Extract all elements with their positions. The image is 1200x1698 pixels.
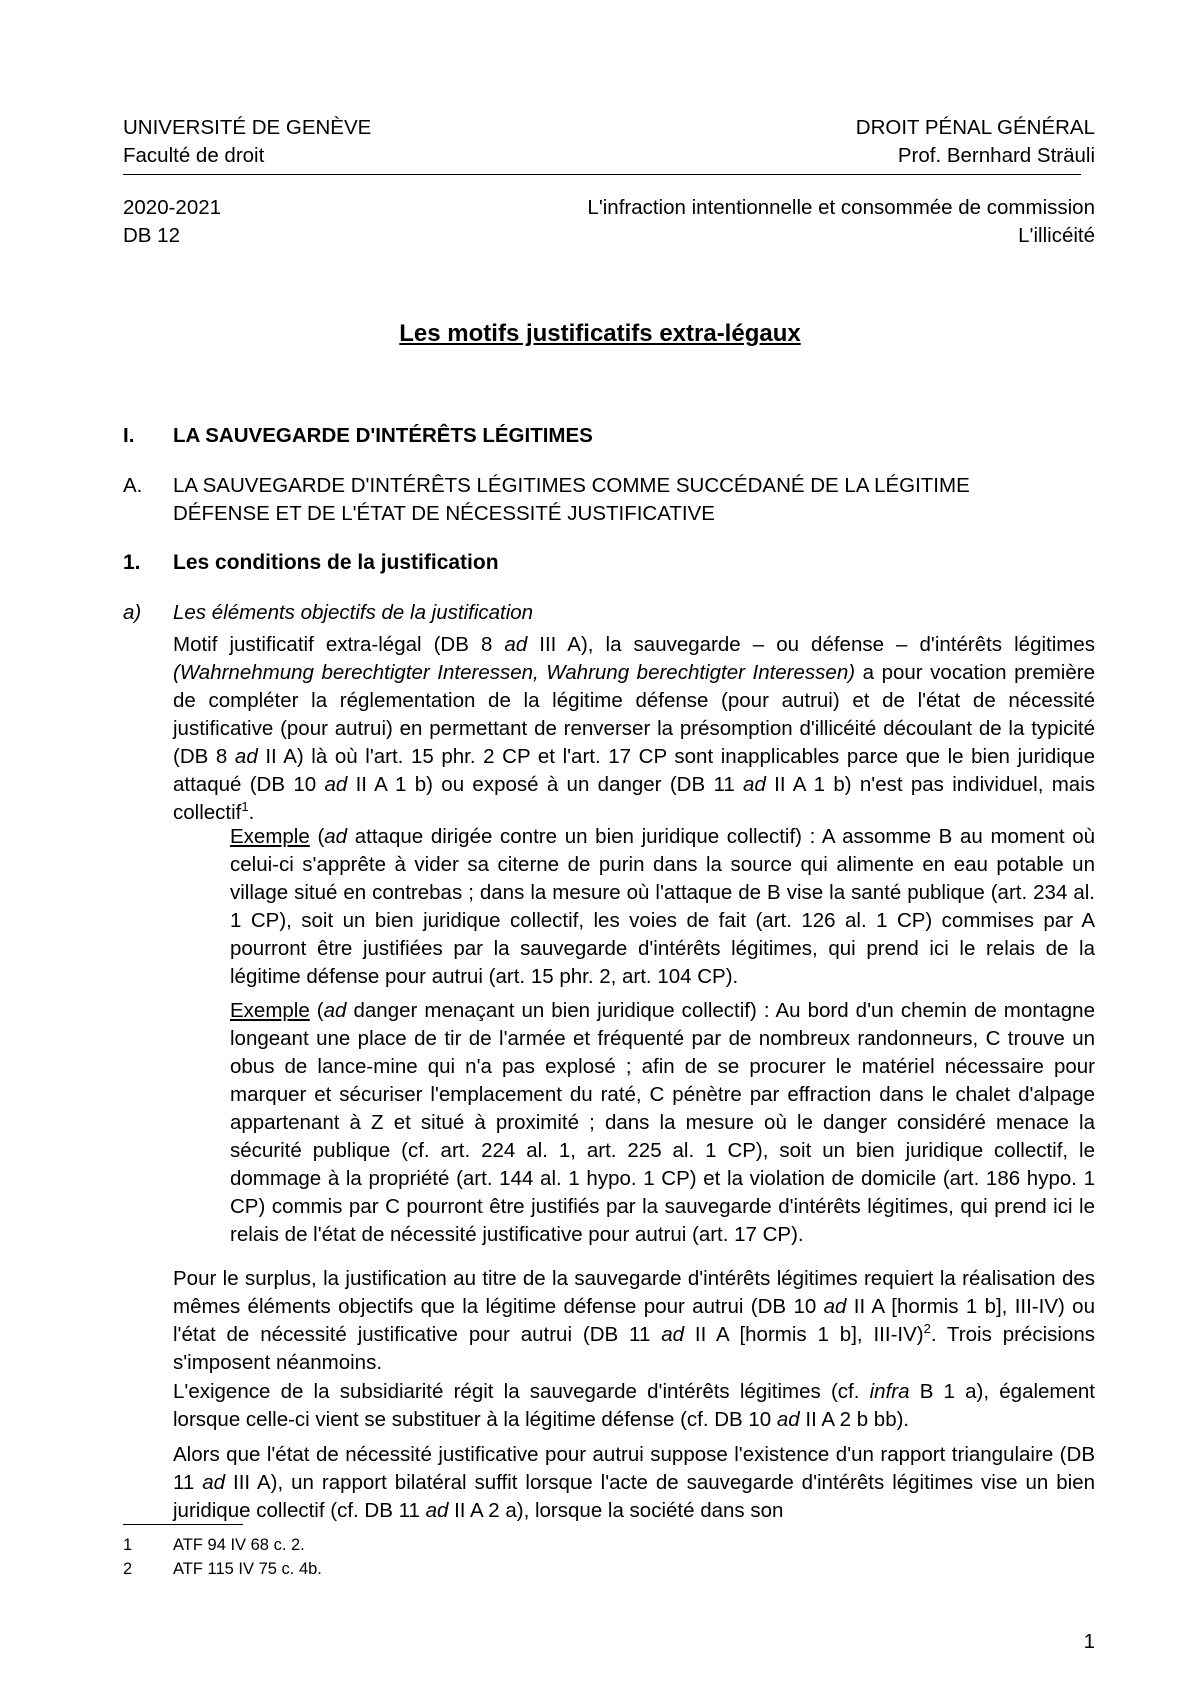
subtopic: L'illicéité	[1018, 224, 1095, 247]
footnote-ref-1: 1	[241, 799, 249, 815]
topic: L'infraction intentionnelle et consommée de commission	[587, 196, 1095, 219]
paragraph-3: L'exigence de la subsidiarité régit la sauvegarde d'intérêts légitimes (cf. infra B 1 a), également lorsque celle-ci vient se substituer à la légitime défense (cf. DB 10 ad II A 2 b bb).	[173, 1380, 1095, 1431]
footnote-text: ATF 115 IV 75 c. 4b.	[173, 1560, 322, 1578]
header-row-2	[123, 142, 1095, 170]
header-divider	[123, 174, 1081, 175]
footnote-ref-2: 2	[923, 1321, 931, 1337]
section-number: a)	[123, 601, 142, 624]
example-1: Exemple (ad attaque dirigée contre un bien juridique collectif) : A assomme B au moment où celui-ci s'apprête à vider sa citerne de purin dans la source qui alimente en eau potable un village situé en contrebas ; dans la mesure où l'attaque de B vise la santé publique (art. 234 al. 1 CP), soit un bien juridique collectif, les voies de fait (art. 126 al. 1 CP) commises par A pourront être justifiées par la sauvegarde d'intérêts légitimes, qui prend ici le relais de la légitime défense pour autrui (art. 15 phr. 2, art. 104 CP).	[230, 825, 1095, 988]
header-row-3	[123, 194, 1095, 222]
section-title: LA SAUVEGARDE D'INTÉRÊTS LÉGITIMES	[173, 424, 593, 447]
paragraph-4: Alors que l'état de nécessité justificative pour autrui suppose l'existence d'un rapport triangulaire (DB 11 ad III A), un rapport bilatéral suffit lorsque l'acte de sauvegarde d'intérêts légitimes vise un bien juridique collectif (cf. DB 11 ad II A 2 a), lorsque la société dans son	[173, 1443, 1095, 1522]
footnote-2	[123, 1558, 322, 1580]
academic-year: 2020-2021	[123, 196, 222, 219]
faculty-name: Faculté de droit	[123, 144, 265, 167]
section-heading-I	[123, 422, 1095, 450]
section-heading-A	[123, 472, 1095, 528]
section-title: LA SAUVEGARDE D'INTÉRÊTS LÉGITIMES COMME SUCCÉDANÉ DE LA LÉGITIME DÉFENSE ET DE L'ÉTAT DE NÉCESSITÉ JUSTIFICATIVE	[173, 474, 970, 525]
page-number: 1	[1083, 1630, 1095, 1653]
section-heading-a	[123, 599, 1095, 627]
db-number: DB 12	[123, 224, 180, 247]
professor-name: Prof. Bernhard Sträuli	[897, 144, 1095, 167]
section-number: 1.	[123, 551, 141, 574]
header-row-4	[123, 222, 1095, 250]
section-heading-1	[123, 549, 1095, 577]
footnote-1	[123, 1534, 305, 1556]
paragraph-2: Pour le surplus, la justification au titre de la sauvegarde d'intérêts légitimes requiert la réalisation des mêmes éléments objectifs que la légitime défense pour autrui (DB 10 ad II A [hormis 1 b], III-IV) ou l'état de nécessité justificative pour autrui (DB 11 ad II A [hormis 1 b], III-IV)$^2$. Trois précisions s'imposent néanmoins.	[173, 1267, 1095, 1374]
section-title: Les éléments objectifs de la justification	[173, 601, 534, 624]
footnote-number: 2	[123, 1560, 133, 1578]
footnote-text: ATF 94 IV 68 c. 2.	[173, 1536, 305, 1554]
course-name: DROIT PÉNAL GÉNÉRAL	[855, 116, 1095, 139]
footnote-divider	[123, 1524, 243, 1525]
section-number: A.	[123, 474, 143, 497]
example-2: Exemple (ad danger menaçant un bien juridique collectif) : Au bord d'un chemin de montagne longeant une place de tir de l'armée et fréquenté par de nombreux randonneurs, C trouve un obus de lance-mine qui n'a pas explosé ; afin de se procurer le matériel nécessaire pour marquer et sécuriser l'emplacement du raté, C pénètre par effraction dans le chalet d'alpage appartenant à Z et situé à proximité ; dans la mesure où le danger considéré menace la sécurité publique (cf. art. 224 al. 1, art. 225 al. 1 CP), soit un bien juridique collectif, le dommage à la propriété (art. 144 al. 1 hypo. 1 CP) et la violation de domicile (art. 186 hypo. 1 CP) commis par C pourront être justifiés par la sauvegarde d'intérêts légitimes, qui prend ici le relais de l'état de nécessité justificative pour autrui (art. 17 CP).	[230, 999, 1095, 1246]
section-number: I.	[123, 424, 135, 447]
example-label: Exemple	[230, 825, 310, 848]
footnote-number: 1	[123, 1536, 133, 1554]
example-label: Exemple	[230, 999, 310, 1022]
page-title: Les motifs justificatifs extra-légaux	[399, 320, 801, 347]
university-name: UNIVERSITÉ DE GENÈVE	[123, 116, 372, 139]
paragraph-1: Motif justificatif extra-légal (DB 8 ad III A), la sauvegarde – ou défense – d'intérêts légitimes (Wahrnehmung berechtigter Interessen, Wahrung berechtigter Interessen) a pour vocation première de compléter la réglementation de la légitime défense (pour autrui) et de l'état de nécessité justificative (pour autrui) en permettant de renverser la présomption d'illicéité découlant de la typicité (DB 8 ad II A) là où l'art. 15 phr. 2 CP et l'art. 17 CP sont inapplicables parce que le bien juridique attaqué (DB 10 ad II A 1 b) ou exposé à un danger (DB 11 ad II A 1 b) n'est pas individuel, mais collectif$^1$.	[173, 633, 1095, 824]
header-row-1	[123, 114, 1095, 142]
section-title: Les conditions de la justification	[173, 551, 499, 574]
